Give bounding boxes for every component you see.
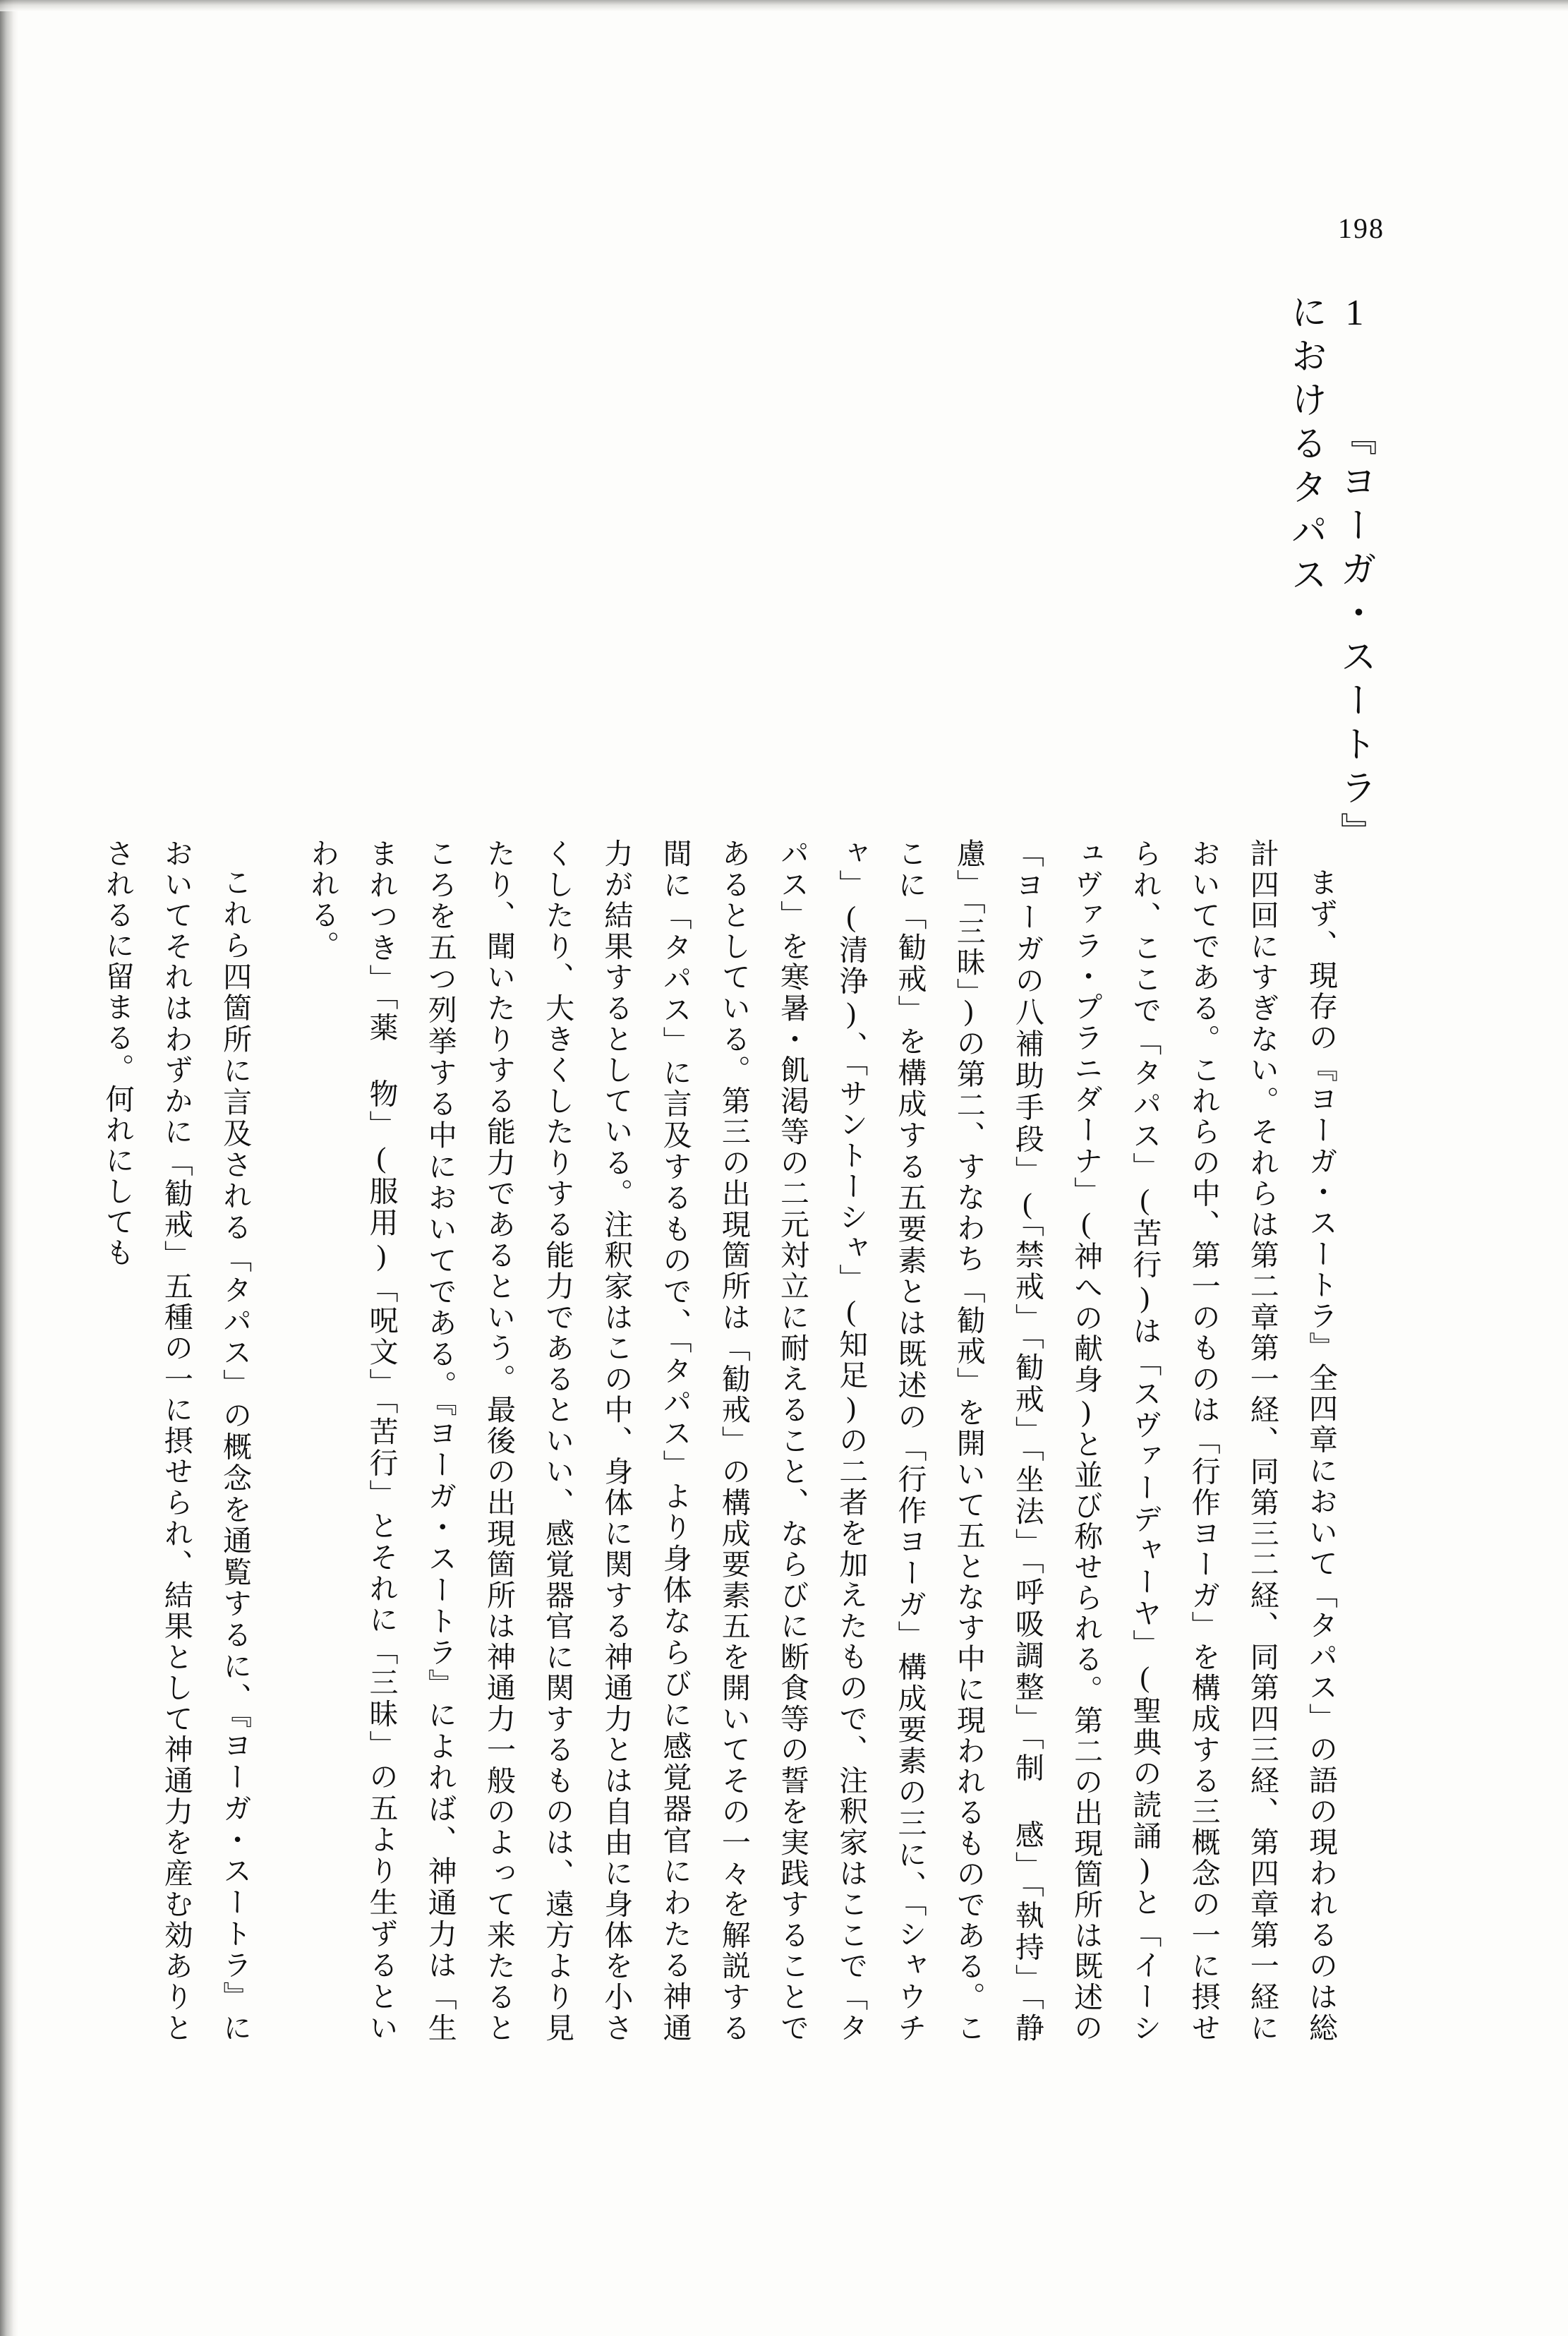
section-title: 『ヨーガ・スートラ』におけるタパス (1284, 293, 1375, 838)
section-heading (1280, 293, 1379, 838)
page-number: 198 (1338, 212, 1385, 244)
section-number: 1 (1334, 293, 1375, 340)
paragraph-1: まず、現存の『ヨーガ・スートラ』全四章において「タパス」の語の現われるのは総計四回にすぎない。それらは第二章第一経、同第三二経、同第四三経、第四章第一経においてである。これらの中、第一のものは「行作ヨーガ」を構成する三概念の一に摂せられ、ここで「タパス」(苦行)は「スヴァーデャーヤ」(聖典の読誦)と「イーシュヴァラ・プラニダーナ」(神への献身)と並び称せられる。第二の出現箇所は既述の「ヨーガの八補助手段」(「禁戒」「勧戒」「坐法」「呼吸調整」「制 感」「執持」「静慮」「三昧」)の第二、すなわち「勧戒」を開いて五となす中に現われるものである。ここに「勧戒」を構成する五要素とは既述の「行作ヨーガ」構成要素の三に、「シャウチャ」(清浄)、「サントーシャ」(知足)の二者を加えたもので、注釈家はここで「タパス」を寒暑・飢渇等の二元対立に耐えること、ならびに断食等の誓を実践することであるとしている。第三の出現箇所は「勧戒」の構成要素五を開いてその一々を解説する間に「タパス」に言及するもので、「タパス」より身体ならびに感覚器官にわたる神通力が結果するとしている。注釈家はこの中、身体に関する神通力とは自由に身体を小さくしたり、大きくしたりする能力であるといい、感覚器官に関するものは、遠方より見たり、聞いたりする能力であるという。最後の出現箇所は神通力一般のよって来たるところを五つ列挙する中においてである。『ヨーガ・スートラ』によれば、神通力は「生まれつき」「薬 物」(服用)「呪文」「苦行」とそれに「三昧」の五より生ずるといわれる。 (306, 838, 1337, 2043)
paragraph-2: これら四箇所に言及される「タパス」の概念を通覧するに、『ヨーガ・スートラ』においてそれはわずかに「勧戒」五種の一に摂せられ、結果として神通力を産む効ありとされるに留まる。何れにしても (101, 838, 252, 2043)
scan-edge-left (0, 0, 18, 2336)
vertical-text-block (66, 293, 1379, 2043)
body-text (59, 838, 1379, 2043)
scan-edge-top (0, 0, 1568, 11)
